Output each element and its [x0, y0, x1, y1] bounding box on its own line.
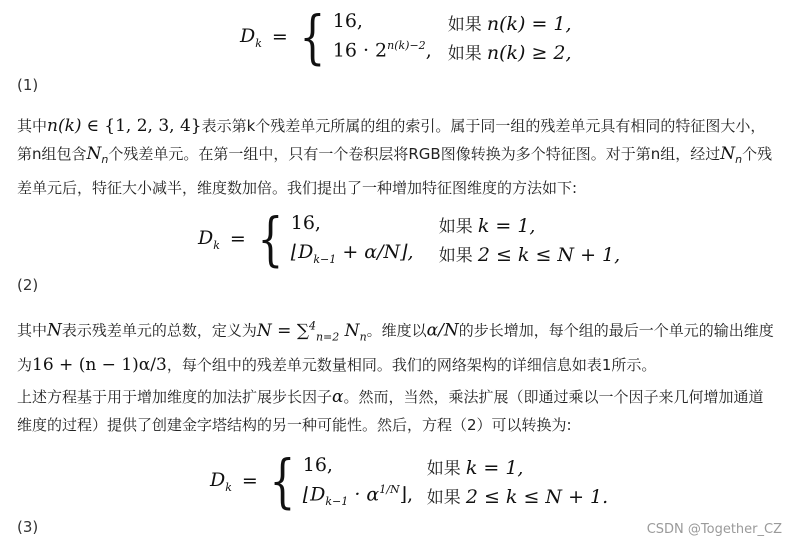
- eq2-case1-condition: 如果 k = 1,: [438, 215, 536, 237]
- eq2-case2-condition: 如果 2 ≤ k ≤ N + 1,: [438, 244, 621, 266]
- equation-3: [210, 447, 609, 515]
- equation-3-number: (3): [17, 518, 39, 536]
- eq1-case1-condition: 如果 n(k) = 1,: [447, 13, 572, 35]
- eq2-brace: {: [257, 205, 284, 273]
- eq3-case2-value: $⌊D_{k-1}$ · $\alpha^{1/N}⌋$,: [302, 482, 414, 509]
- eq3-lhs: $D_k$: [210, 468, 232, 494]
- paragraph-2: 其中N表示残差单元的总数，定义为N = ∑$^4_{n=2}$ $N_n$。维度以α/N的步长增加，每个组的最后一个单元的输出维度为16 + (n − 1)α/3，每个组中的残差单元数量相同。我们的网络架构的详细信息如表1所示。: [17, 319, 774, 376]
- eq3-case1-value: 16,: [302, 453, 333, 476]
- equation-2-number: (2): [17, 276, 39, 294]
- paragraph-3: 上述方程基于用于增加维度的加法扩展步长因子α。然而，当然，乘法扩展（即通过乘以一个因子来几何增加通道维度的过程）提供了创建金字塔结构的另一种可能性。然后，方程（2）可以转换为:: [17, 387, 764, 434]
- equation-1-number: (1): [17, 76, 39, 94]
- eq2-cases: [291, 212, 620, 266]
- eq3-equals: =: [241, 470, 258, 492]
- eq1-case2-value: $16 \cdot 2^{n(k)-2}$,: [332, 39, 432, 62]
- eq1-brace: {: [299, 3, 326, 71]
- eq3-case1-condition: 如果 k = 1,: [426, 456, 524, 479]
- eq2-case2-value: $⌊D_{k-1}$ + α/N⌋,: [290, 241, 414, 266]
- eq3-case2-condition: 如果 2 ≤ k ≤ N + 1.: [426, 485, 609, 508]
- eq2-case1-value: 16,: [290, 212, 321, 234]
- eq3-cases: [303, 454, 608, 508]
- eq1-case2-condition: 如果 n(k) ≥ 2,: [447, 42, 572, 64]
- eq2-equals: =: [229, 228, 246, 250]
- eq3-brace: {: [269, 447, 296, 515]
- equation-1: [240, 3, 572, 71]
- equation-2: [198, 205, 621, 273]
- eq2-lhs: $D_k$: [198, 226, 220, 252]
- eq1-cases: [333, 10, 572, 64]
- eq1-lhs: $D_k$: [240, 24, 262, 50]
- eq1-case1-value: 16,: [332, 10, 363, 32]
- paragraph-1: 其中n(k) ∈ {1, 2, 3, 4}表示第k个残差单元所属的组的索引。属于同一组的残差单元具有相同的特征图大小，第n组包含$N_n$个残差单元。在第一组中，只有一个卷积层将RGB图像转换为多个特征图。对于第n组，经过$N_n$个残差单元后，特征大小减半，维度数加倍。我们提出了一种增加特征图维度的方法如下:: [17, 116, 773, 197]
- eq1-equals: =: [271, 26, 288, 48]
- csdn-watermark: CSDN @Together_CZ: [646, 522, 782, 537]
